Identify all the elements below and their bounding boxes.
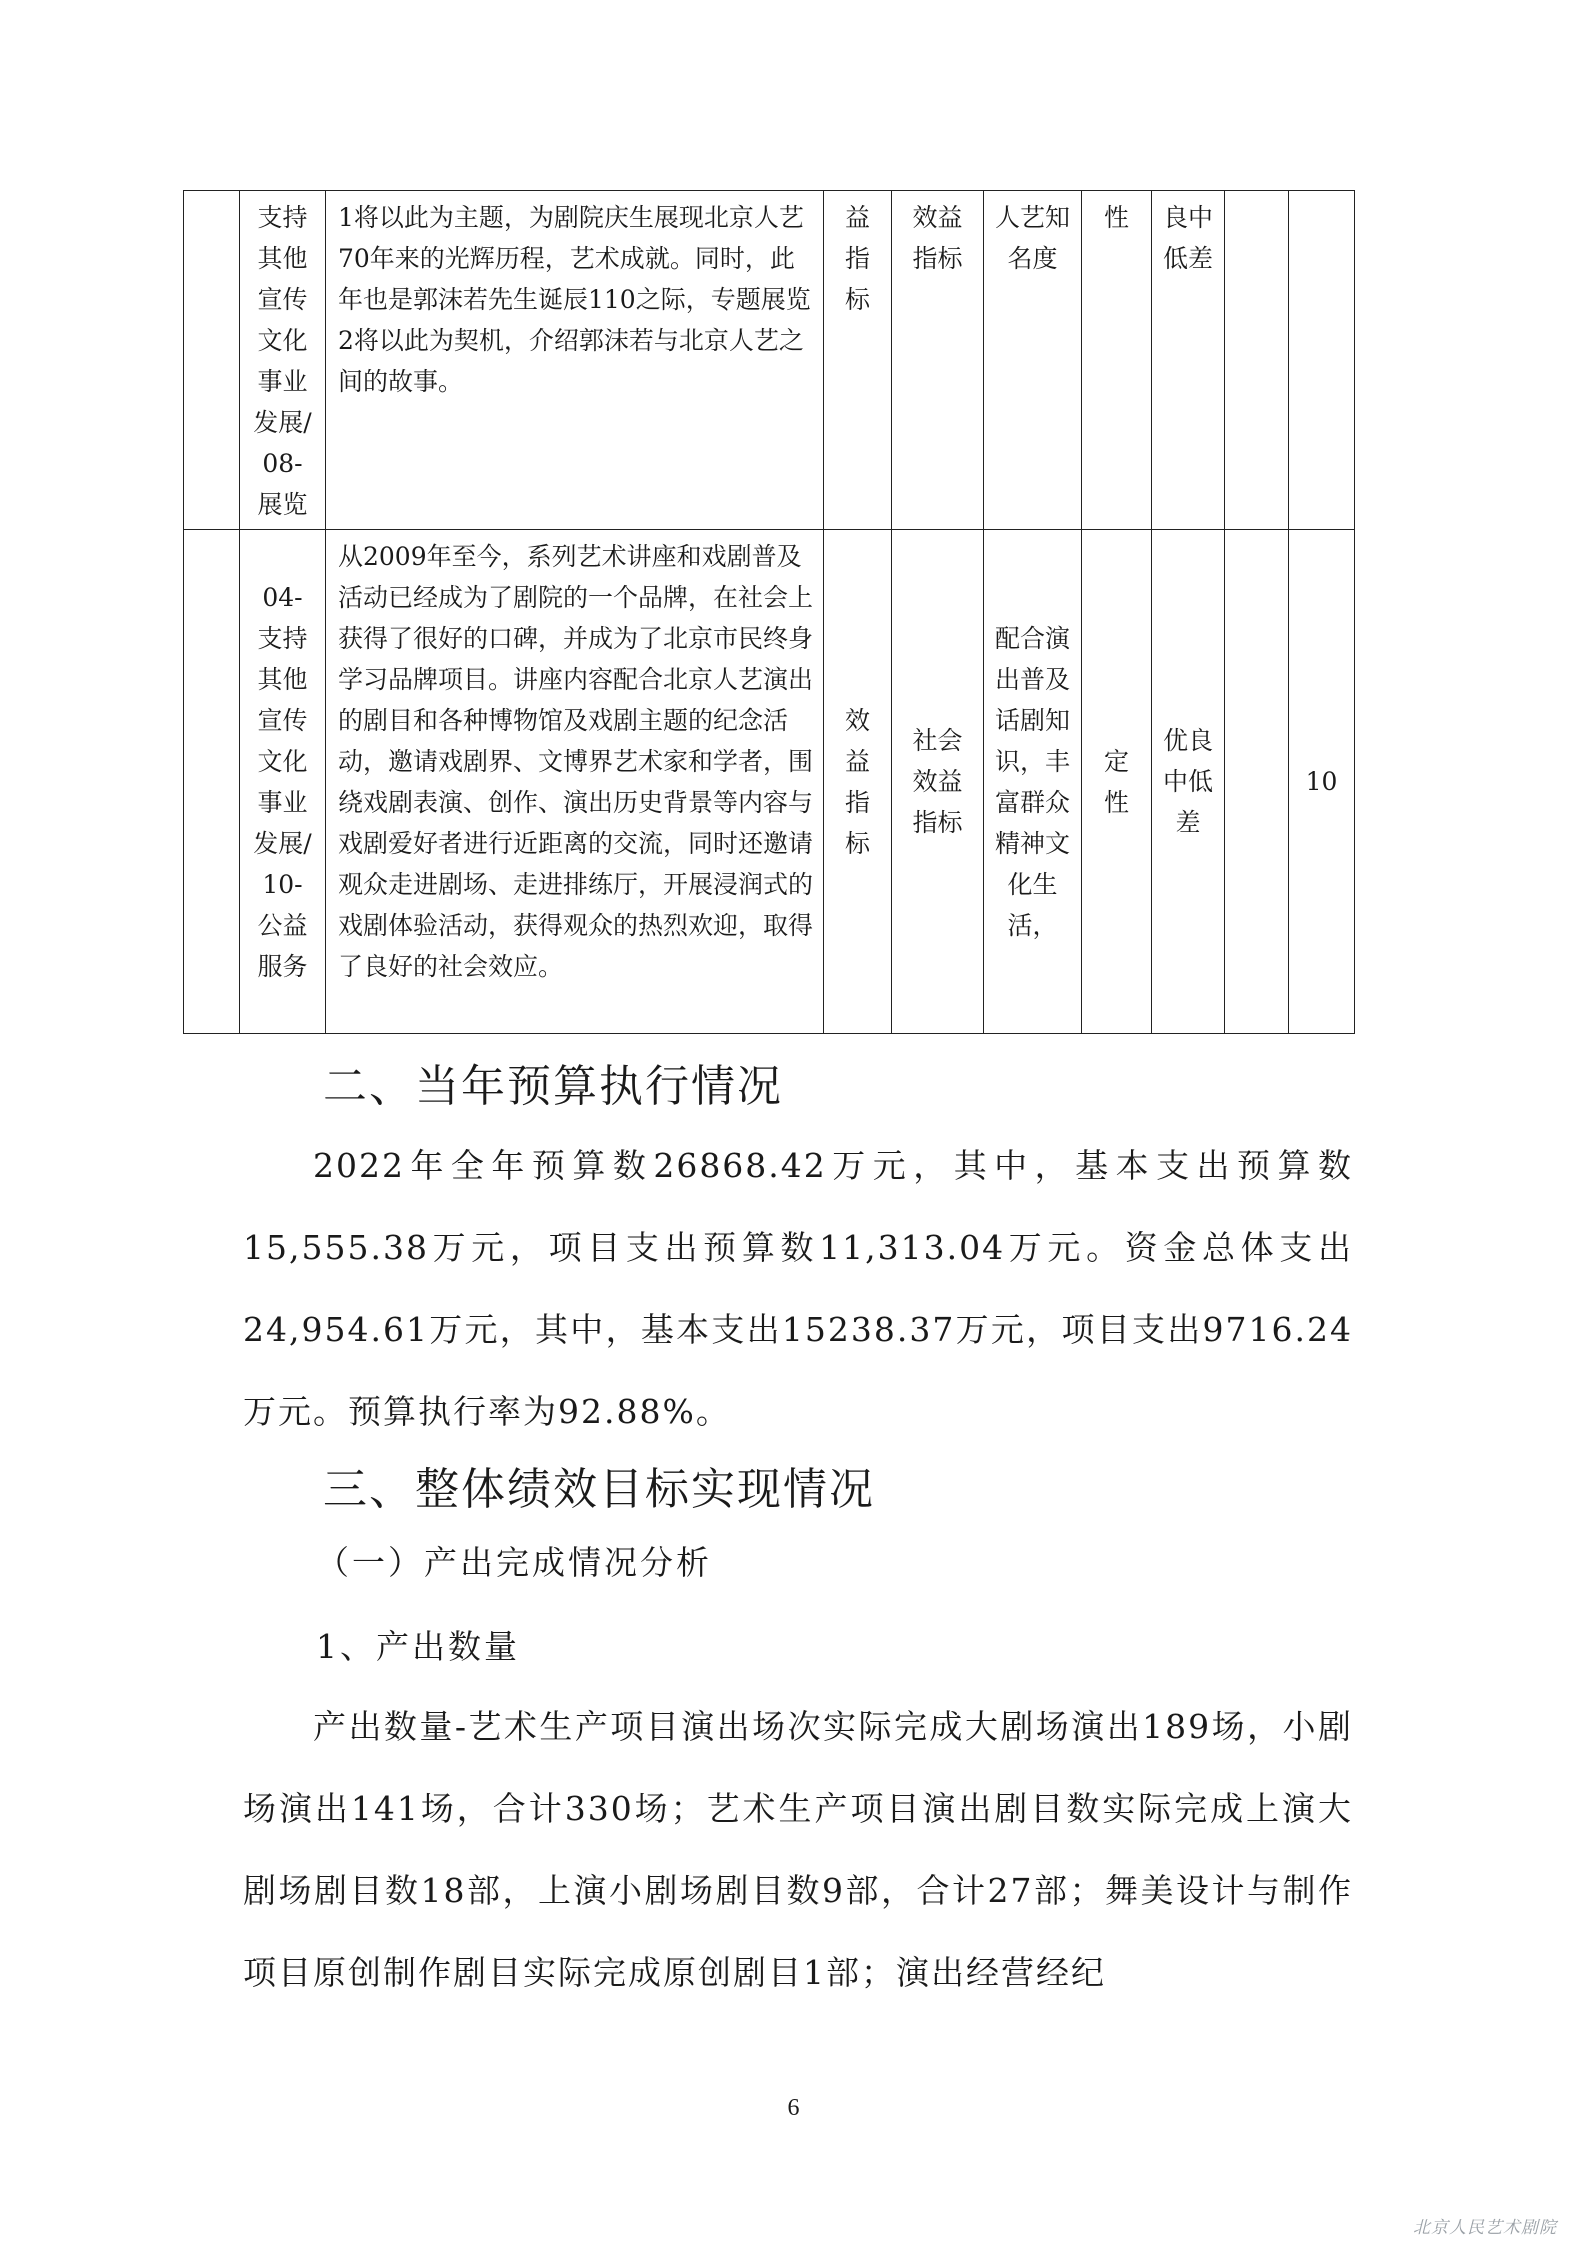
section-heading-performance: 三、整体绩效目标实现情况 [323, 1464, 875, 1515]
grade-cell: 良中低差 [1152, 191, 1225, 530]
blank-cell [184, 530, 240, 1034]
subsection-item-heading: 1、产出数量 [316, 1627, 520, 1666]
description-cell: 从2009年至今，系列艺术讲座和戏剧普及活动已经成为了剧院的一个品牌，在社会上获得了很好的口碑，并成为了北京市民终身学习品牌项目。讲座内容配合北京人艺演出的剧目和各种博物馆及戏剧主题的纪念活动，邀请戏剧界、文博界艺术家和学者，围绕戏剧表演、创作、演出历史背景等内容与戏剧爱好者进行近距离的交流，同时还邀请观众走进剧场、走进排练厅，开展浸润式的戏剧体验活动，获得观众的热烈欢迎，取得了良好的社会效应。 [326, 530, 824, 1034]
table-row [184, 191, 1355, 530]
subsection-heading: （一）产出完成情况分析 [316, 1543, 712, 1582]
blank-cell [184, 191, 240, 530]
level1-indicator-cell: 益指标 [824, 191, 892, 530]
level1-indicator-cell: 效益指标 [824, 530, 892, 1034]
score-cell: 10 [1289, 530, 1355, 1034]
level2-indicator-cell: 社会效益指标 [892, 530, 984, 1034]
performance-indicator-table [183, 190, 1355, 1034]
weight-cell [1225, 191, 1289, 530]
nature-cell: 定性 [1082, 530, 1152, 1034]
budget-paragraph: 2022年全年预算数26868.42万元，其中，基本支出预算数15,555.38万元，项目支出预算数11,313.04万元。资金总体支出24,954.61万元，其中，基本支出15238.37万元，项目支出9716.24万元。预算执行率为92.88%。 [243, 1146, 1353, 1431]
weight-cell [1225, 530, 1289, 1034]
table-row [184, 530, 1355, 1034]
section-heading-budget: 二、当年预算执行情况 [323, 1061, 783, 1112]
grade-cell: 优良中低差 [1152, 530, 1225, 1034]
indicator-name-cell: 配合演出普及话剧知识，丰富群众精神文化生活， [984, 530, 1082, 1034]
score-cell [1289, 191, 1355, 530]
project-cell: 04-支持其他宣传文化事业发展/10-公益服务 [240, 530, 326, 1034]
description-cell: 1将以此为主题，为剧院庆生展现北京人艺70年来的光辉历程，艺术成就。同时，此年也是郭沫若先生诞辰110之际，专题展览2将以此为契机，介绍郭沫若与北京人艺之间的故事。 [326, 191, 824, 530]
nature-cell: 性 [1082, 191, 1152, 530]
indicator-name-cell: 人艺知名度 [984, 191, 1082, 530]
project-cell: 支持其他宣传文化事业发展/08-展览 [240, 191, 326, 530]
watermark-logo: 北京人民艺术剧院 [1413, 2218, 1557, 2238]
page-number: 6 [787, 2095, 800, 2121]
output-quantity-paragraph: 产出数量-艺术生产项目演出场次实际完成大剧场演出189场，小剧场演出141场，合计330场；艺术生产项目演出剧目数实际完成上演大剧场剧目数18部，上演小剧场剧目数9部，合计27部；舞美设计与制作项目原创制作剧目实际完成原创剧目1部；演出经营经纪 [243, 1707, 1353, 1992]
level2-indicator-cell: 效益指标 [892, 191, 984, 530]
